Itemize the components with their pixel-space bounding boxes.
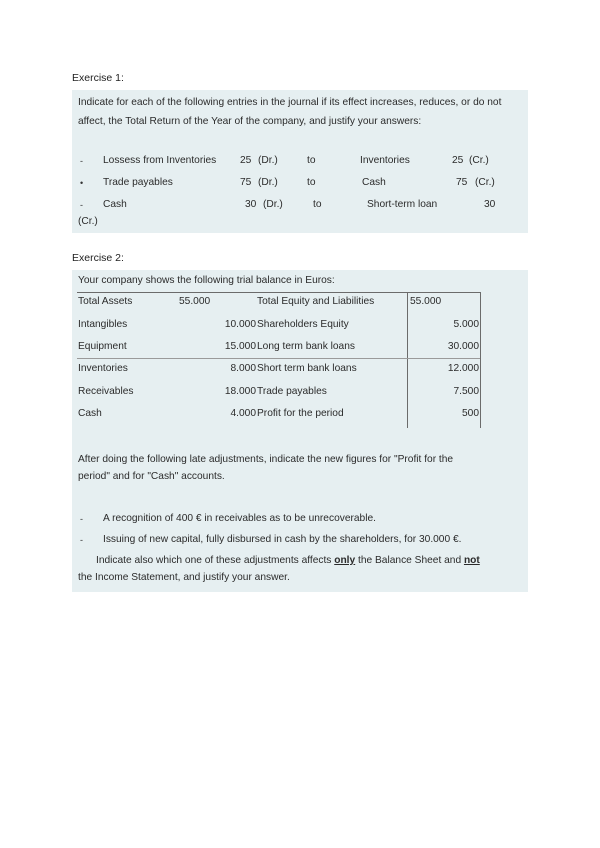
table-header-liabilities: Total Equity and Liabilities — [257, 296, 375, 307]
entry-debit-mark: (Dr.) — [258, 155, 278, 166]
table-row-liability: Shareholders Equity — [257, 319, 349, 330]
entry-debit-account: Cash — [103, 199, 127, 210]
exercise-2-box — [72, 270, 528, 592]
entry-credit-amount: 75 — [456, 177, 468, 188]
final-instruction-line-2: the Income Statement, and justify your answer. — [78, 572, 290, 583]
table-header-assets-value: 55.000 — [179, 296, 211, 307]
exercise-2-title: Exercise 2: — [72, 252, 124, 264]
table-top-border — [77, 292, 480, 293]
table-header-liabilities-value: 55.000 — [410, 296, 442, 307]
table-row-asset-value: 15.000 — [224, 341, 256, 352]
entry-to: to — [307, 155, 316, 166]
adjustment-bullet: - — [80, 535, 83, 545]
entry-to: to — [307, 177, 316, 188]
entry-credit-account: Cash — [362, 177, 386, 188]
final-text-part-2: the Balance Sheet and — [355, 555, 464, 566]
entry-credit-account: Short-term loan — [367, 199, 438, 210]
entry-credit-account: Inventories — [360, 155, 410, 166]
table-row-liability-value: 5.000 — [453, 319, 479, 330]
table-row-asset-value: 4.000 — [230, 408, 256, 419]
after-text-line-1: After doing the following late adjustments, indicate the new figures for "Profit for the — [78, 454, 454, 465]
final-instruction-line-1 — [96, 555, 480, 566]
entry-debit-mark: (Dr.) — [258, 177, 278, 188]
table-row-liability: Trade payables — [257, 386, 327, 397]
table-row-asset: Receivables — [78, 386, 134, 397]
table-row-asset: Equipment — [78, 341, 127, 352]
entry-debit-mark: (Dr.) — [263, 199, 283, 210]
entry-bullet: • — [80, 178, 84, 188]
exercise-1-box — [72, 90, 528, 233]
table-row-asset-value: 18.000 — [224, 386, 256, 397]
exercise-1-title: Exercise 1: — [72, 72, 124, 84]
entry-bullet: - — [80, 200, 83, 210]
adjustment-item: Issuing of new capital, fully disbursed in cash by the shareholders, for 30.000 €. — [103, 534, 462, 545]
exercise-1-instructions: Indicate for each of the following entries in the journal if its effect increases, reduces, or do not affect, the Total Return of the Year of the company, and justify your answers: — [78, 97, 502, 127]
table-row-asset: Intangibles — [78, 319, 128, 330]
table-value-divider — [407, 292, 408, 428]
table-row-asset-value: 8.000 — [230, 363, 256, 374]
adjustment-bullet: - — [80, 514, 83, 524]
entry-debit-amount: 25 — [240, 155, 252, 166]
table-row-liability-value: 30.000 — [447, 341, 479, 352]
table-row-liability-value: 7.500 — [453, 386, 479, 397]
table-right-border — [480, 292, 481, 428]
after-text-line-2: period" and for "Cash" accounts. — [78, 471, 225, 482]
entry-bullet: - — [80, 156, 83, 166]
entry-debit-account: Lossess from Inventories — [103, 155, 217, 166]
table-row-liability: Short term bank loans — [257, 363, 357, 374]
entry-credit-mark: (Cr.) — [78, 216, 98, 227]
table-row-asset-value: 10.000 — [224, 319, 256, 330]
table-row-liability: Profit for the period — [257, 408, 344, 419]
table-row-liability-value: 12.000 — [447, 363, 479, 374]
final-text-only: only — [334, 555, 356, 566]
table-row-liability-value: 500 — [462, 408, 479, 419]
table-header-assets: Total Assets — [78, 296, 133, 307]
final-text-part-1: Indicate also which one of these adjustments affects — [96, 555, 335, 566]
table-row-asset: Inventories — [78, 363, 128, 374]
entry-credit-mark: (Cr.) — [469, 155, 489, 166]
entry-credit-amount: 25 — [452, 155, 464, 166]
table-row-liability: Long term bank loans — [257, 341, 355, 352]
exercise-2-intro: Your company shows the following trial balance in Euros: — [78, 275, 335, 286]
table-row-asset: Cash — [78, 408, 102, 419]
entry-debit-amount: 30 — [245, 199, 257, 210]
final-text-not: not — [463, 555, 480, 566]
entry-debit-amount: 75 — [240, 177, 252, 188]
adjustment-item: A recognition of 400 € in receivables as to be unrecoverable. — [103, 513, 376, 524]
table-row-divider — [77, 358, 480, 359]
entry-to: to — [313, 199, 322, 210]
entry-credit-mark: (Cr.) — [475, 177, 495, 188]
entry-debit-account: Trade payables — [103, 177, 173, 188]
entry-credit-amount: 30 — [484, 199, 496, 210]
